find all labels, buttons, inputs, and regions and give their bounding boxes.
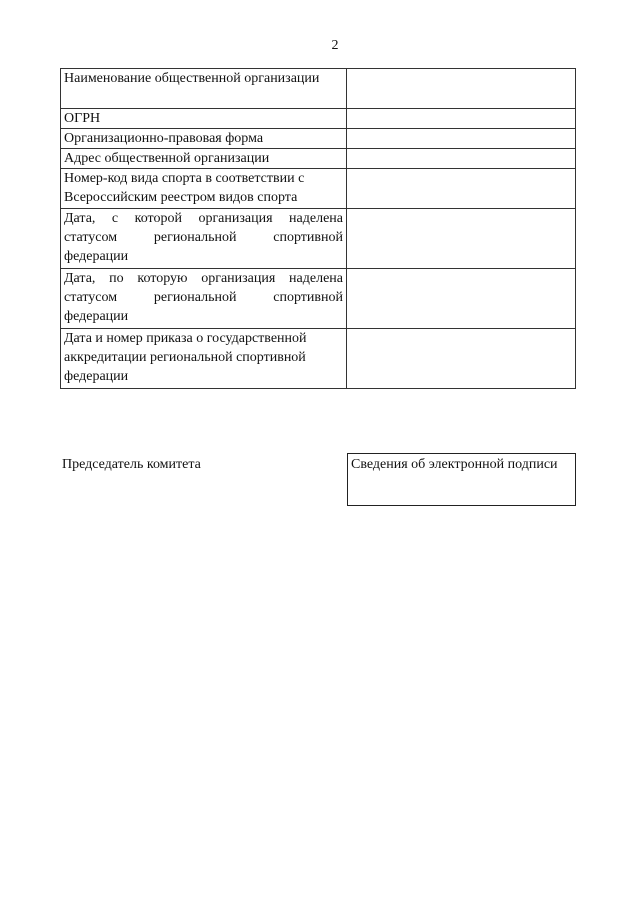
row-value-field[interactable]	[347, 109, 576, 129]
row-label: Организационно-правовая форма	[61, 129, 347, 149]
table-row-status-end-date	[61, 269, 576, 329]
row-label: Дата и номер приказа о государственной аккредитации региональной спортивной федерации	[61, 329, 347, 389]
row-label: Дата, с которой организация наделена статусом региональной спортивной федерации	[61, 209, 347, 269]
row-value-field[interactable]	[347, 209, 576, 269]
row-label: Номер-код вида спорта в соответствии с Всероссийским реестром видов спорта	[61, 169, 347, 209]
row-value-field[interactable]	[347, 169, 576, 209]
table-row-ogrn	[61, 109, 576, 129]
table-row-status-start-date	[61, 209, 576, 269]
signature-box-label: Сведения об электронной подписи	[351, 457, 558, 472]
table-row-legal-form	[61, 129, 576, 149]
signer-title: Председатель комитета	[62, 457, 201, 472]
row-value-field[interactable]	[347, 269, 576, 329]
row-label: Адрес общественной организации	[61, 149, 347, 169]
organization-info-table	[60, 68, 576, 389]
row-label: ОГРН	[61, 109, 347, 129]
row-value-field[interactable]	[347, 129, 576, 149]
row-value-field[interactable]	[347, 69, 576, 109]
row-value-field[interactable]	[347, 149, 576, 169]
electronic-signature-box	[347, 453, 576, 506]
row-label: Наименование общественной организации	[61, 69, 347, 109]
table-row-address	[61, 149, 576, 169]
table-row-sport-code	[61, 169, 576, 209]
table-row-accreditation-order	[61, 329, 576, 389]
page-number: 2	[331, 38, 339, 53]
table-row-org-name	[61, 69, 576, 109]
row-value-field[interactable]	[347, 329, 576, 389]
row-label: Дата, по которую организация наделена статусом региональной спортивной федерации	[61, 269, 347, 329]
